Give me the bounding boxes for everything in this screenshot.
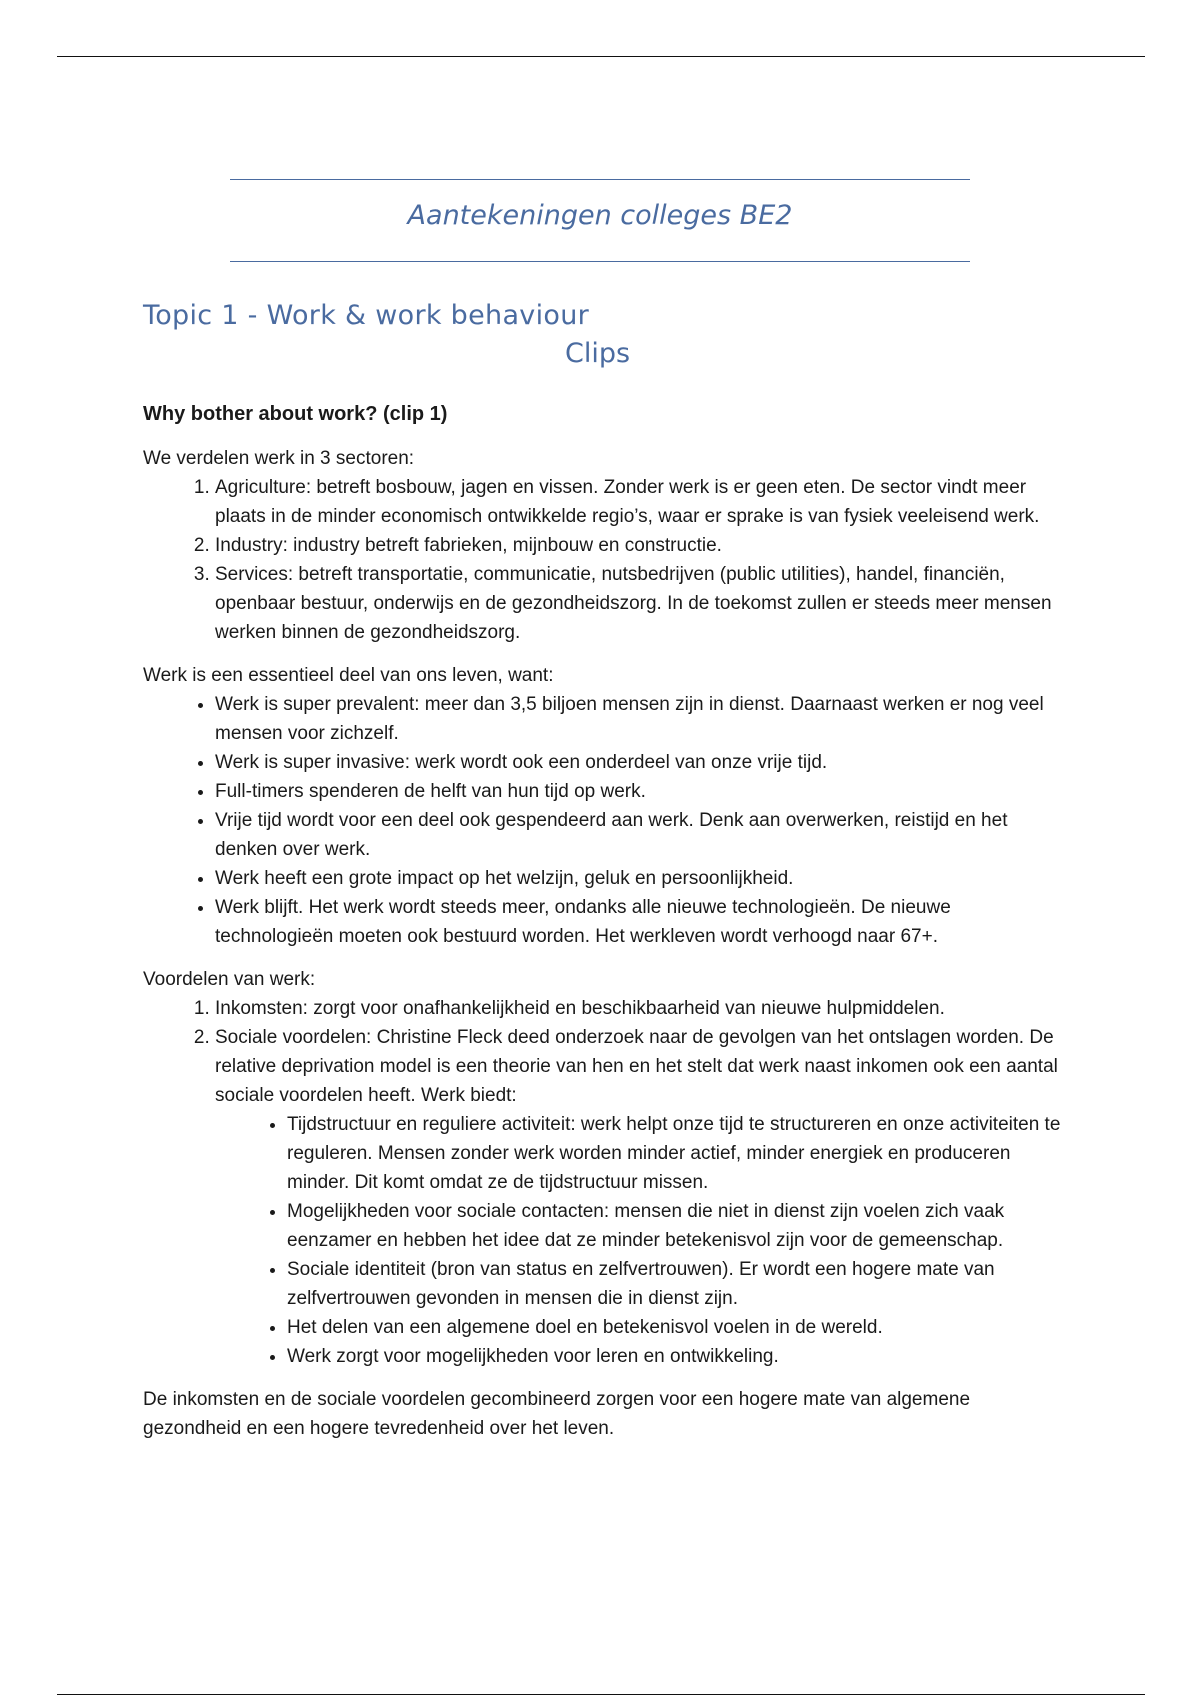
list-item [215, 1023, 1063, 1371]
list-item: • Vrije tijd wordt voor een deel ook gespendeerd aan werk. Denk aan overwerken, reistijd en het denken over werk. [215, 806, 1063, 864]
title-top-rule [230, 179, 970, 180]
list-item: 2. Industry: industry betreft fabrieken, mijnbouw en constructie. [215, 531, 1063, 560]
list-item: • Werk blijft. Het werk wordt steeds meer, ondanks alle nieuwe technologieën. De nieuwe technologieën moeten ook bestuurd worden. Het werkleven wordt verhoogd naar 67+. [215, 893, 1063, 951]
subtopic-heading: Clips [565, 338, 631, 369]
page-top-rule [57, 56, 1145, 57]
title-bottom-rule [230, 261, 970, 262]
page-bottom-rule [57, 1694, 1145, 1695]
list-item: • Het delen van een algemene doel en betekenisvol voelen in de wereld. [287, 1313, 1063, 1342]
list-item: • Werk is super prevalent: meer dan 3,5 biljoen mensen zijn in dienst. Daarnaast werken er nog veel mensen voor zichzelf. [215, 690, 1063, 748]
list-item: 1. Agriculture: betreft bosbouw, jagen en vissen. Zonder werk is er geen eten. De sector vindt meer plaats in de minder economisch ontwikkelde regio’s, waar er sprake is van fysiek veeleisend werk. [215, 473, 1063, 531]
document-title: Aantekeningen colleges BE2 [407, 200, 793, 231]
list-item: • Werk zorgt voor mogelijkheden voor leren en ontwikkeling. [287, 1342, 1063, 1371]
list-item: • Sociale identiteit (bron van status en zelfvertrouwen). Er wordt een hogere mate van zelfvertrouwen gevonden in mensen die in dienst zijn. [287, 1255, 1063, 1313]
social-benefits-list [215, 1110, 1063, 1371]
list-item: • Full-timers spenderen de helft van hun tijd op werk. [215, 777, 1063, 806]
essential-block [143, 661, 1063, 951]
list-item: • Tijdstructuur en reguliere activiteit: werk helpt onze tijd te structureren en onze activiteiten te reguleren. Mensen zonder werk worden minder actief, minder energiek en produceren minder. Dit komt omdat ze de tijdstructuur missen. [287, 1110, 1063, 1197]
list-item: • Werk heeft een grote impact op het welzijn, geluk en persoonlijkheid. [215, 864, 1063, 893]
conclusion-paragraph: De inkomsten en de sociale voordelen gecombineerd zorgen voor een hogere mate van algemene gezondheid en een hogere tevredenheid over het leven. [143, 1389, 971, 1439]
topic-heading: Topic 1 - Work & work behaviour [143, 300, 590, 331]
benefits-intro: Voordelen van werk: [143, 969, 316, 990]
essential-intro: Werk is een essentieel deel van ons leven, want: [143, 665, 554, 686]
sectors-list [143, 473, 1063, 647]
section-heading: Why bother about work? (clip 1) [143, 403, 448, 425]
list-item: 3. Services: betreft transportatie, communicatie, nutsbedrijven (public utilities), handel, financiën, openbaar bestuur, onderwijs en de gezondheidszorg. In de toekomst zullen er steeds meer mensen werken binnen de gezondheidszorg. [215, 560, 1063, 647]
document-body [143, 400, 1063, 1443]
sectors-block [143, 444, 1063, 647]
essential-list [143, 690, 1063, 951]
list-item: • Werk is super invasive: werk wordt ook een onderdeel van onze vrije tijd. [215, 748, 1063, 777]
list-item-text: Sociale voordelen: Christine Fleck deed onderzoek naar de gevolgen van het ontslagen worden. De relative deprivation model is een theorie van hen en het stelt dat werk naast inkomen ook een aantal sociale voordelen heeft. Werk biedt: [215, 1027, 1058, 1106]
list-item: 1. Inkomsten: zorgt voor onafhankelijkheid en beschikbaarheid van nieuwe hulpmiddelen. [215, 994, 1063, 1023]
sectors-intro: We verdelen werk in 3 sectoren: [143, 448, 415, 469]
list-item: • Mogelijkheden voor sociale contacten: mensen die niet in dienst zijn voelen zich vaak eenzamer en hebben het idee dat ze minder betekenisvol zijn voor de gemeenschap. [287, 1197, 1063, 1255]
benefits-block [143, 965, 1063, 1371]
benefits-list [143, 994, 1063, 1371]
